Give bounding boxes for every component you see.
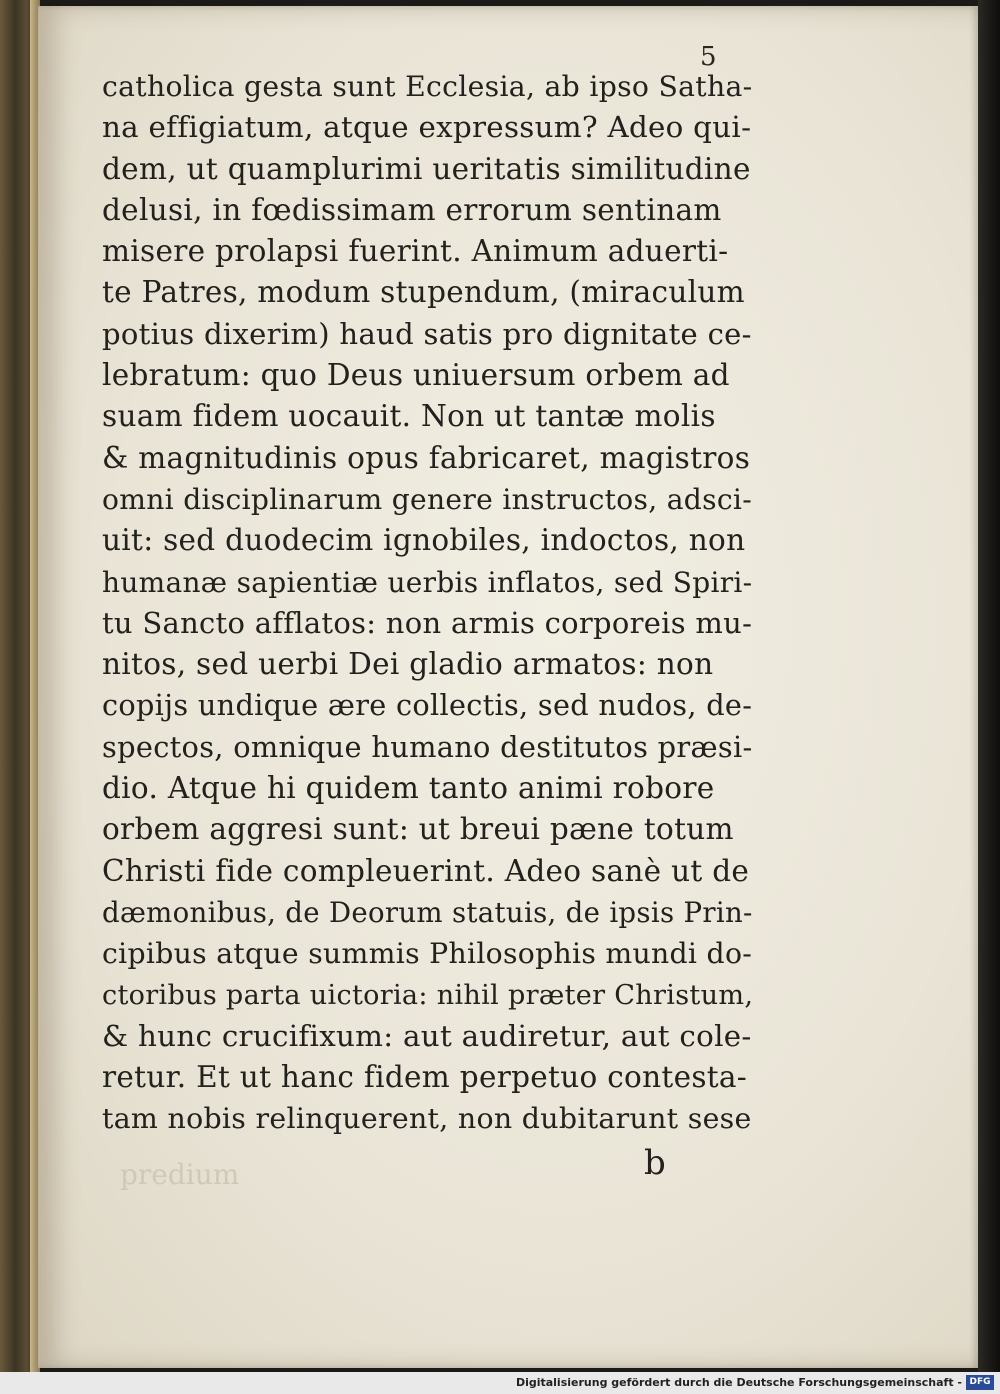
text-line: retur. Et ut hanc fidem perpetuo contesta- xyxy=(102,1060,748,1095)
text-line: ctoribus parta uictoria: nihil præter Christum, xyxy=(102,979,754,1011)
text-line: catholica gesta sunt Ecclesia, ab ipso Satha- xyxy=(102,70,753,103)
text-line: nitos, sed uerbi Dei gladio armatos: non xyxy=(102,647,714,682)
text-line: copijs undique ære collectis, sed nudos, de- xyxy=(102,688,753,723)
text-line: dæmonibus, de Deorum statuis, de ipsis Prin- xyxy=(102,895,753,929)
text-line: te Patres, modum stupendum, (miraculum xyxy=(102,275,745,310)
text-line: orbem aggresi sunt: ut breui pæne totum xyxy=(102,812,734,847)
text-line: tu Sancto afflatos: non armis corporeis mu- xyxy=(102,605,753,640)
text-line: misere prolapsi fuerint. Animum aduerti- xyxy=(102,234,729,269)
digitization-footer xyxy=(0,1372,1000,1394)
text-line: humanæ sapientiæ uerbis inflatos, sed Spiri- xyxy=(102,565,753,599)
text-line: suam fidem uocauit. Non ut tantæ molis xyxy=(102,399,716,434)
text-line: & magnitudinis opus fabricaret, magistros xyxy=(102,440,751,475)
text-line: na effigiatum, atque expressum? Adeo qui- xyxy=(102,110,752,145)
text-line: omni disciplinarum genere instructos, adsci- xyxy=(102,482,753,516)
text-line: spectos, omnique humano destitutos præsi- xyxy=(102,729,753,764)
text-line: potius dixerim) haud satis pro dignitate ce- xyxy=(102,316,752,351)
body-text xyxy=(102,66,752,1140)
text-line: delusi, in fœdissimam errorum sentinam xyxy=(102,192,722,227)
bleed-through-text: predium xyxy=(120,1158,240,1191)
text-line: tam nobis relinquerent, non dubitarunt sese xyxy=(102,1102,752,1136)
text-line: dio. Atque hi quidem tanto animi robore xyxy=(102,771,715,806)
text-line: & hunc crucifixum: aut audiretur, aut cole- xyxy=(102,1018,752,1053)
page-edge-shadow xyxy=(978,0,1000,1394)
dfg-logo: DFG xyxy=(966,1375,994,1390)
text-line: cipibus atque summis Philosophis mundi do- xyxy=(102,937,753,971)
footer-credit: Digitalisierung gefördert durch die Deutsche Forschungsgemeinschaft - xyxy=(515,1376,962,1389)
text-line: lebratum: quo Deus uniuersum orbem ad xyxy=(102,358,730,393)
signature-mark: b xyxy=(644,1143,666,1183)
text-line: uit: sed duodecim ignobiles, indoctos, non xyxy=(102,523,746,558)
text-line: dem, ut quamplurimi ueritatis similitudine xyxy=(102,151,751,186)
text-line: Christi fide compleuerint. Adeo sanè ut de xyxy=(102,853,750,888)
page-number: 5 xyxy=(700,42,717,72)
